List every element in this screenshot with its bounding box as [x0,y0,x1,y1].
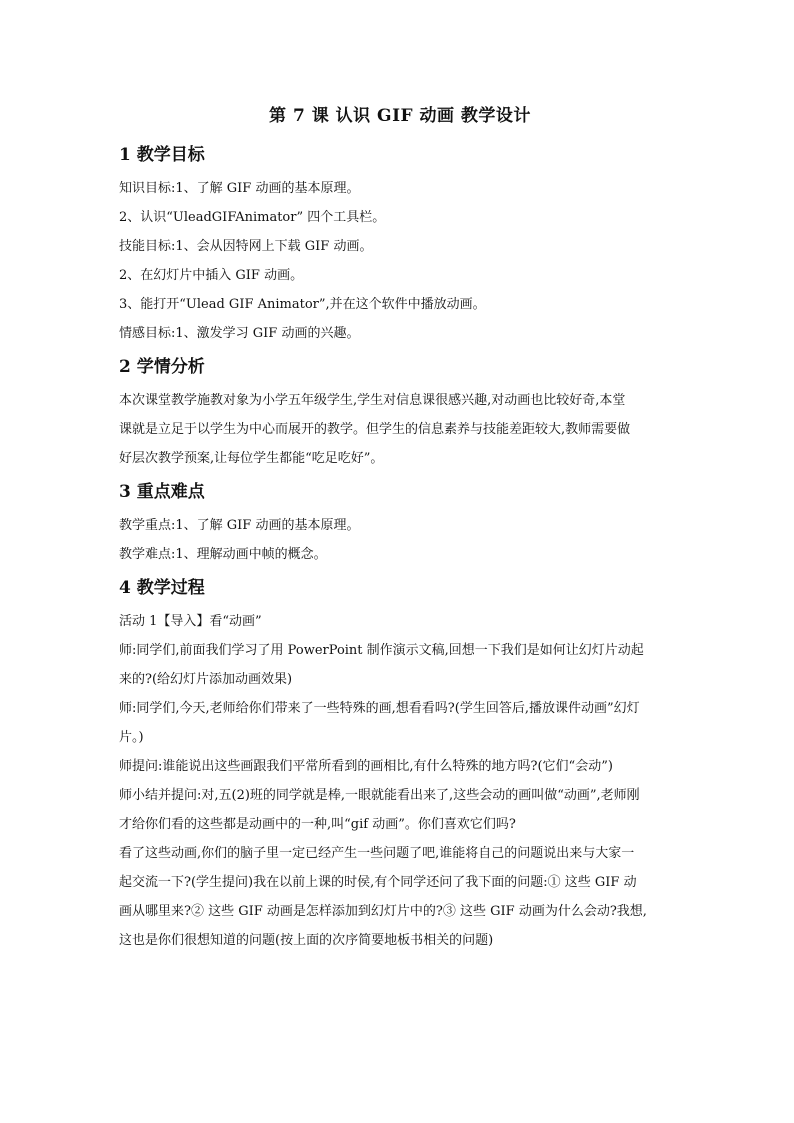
text-line: 2、在幻灯片中插入 GIF 动画。 [119,268,304,283]
section-heading-analysis: 2 学情分析 [119,357,205,377]
text-line: 片。) [119,730,144,745]
text-line: 来的?(给幻灯片添加动画效果) [119,672,293,687]
text-line: 知识目标:1、了解 GIF 动画的基本原理。 [119,181,360,196]
text-line: 情感目标:1、激发学习 GIF 动画的兴趣。 [119,326,360,341]
text-line: 本次课堂教学施教对象为小学五年级学生,学生对信息课很感兴趣,对动画也比较好奇,本堂 [119,393,626,408]
section-heading-objectives: 1 教学目标 [119,145,205,165]
text-line: 这也是你们很想知道的问题(按上面的次序简要地板书相关的问题) [119,933,494,948]
text-line: 活动 1【导入】看“动画” [119,614,262,629]
text-line: 教学难点:1、理解动画中帧的概念。 [119,547,327,562]
text-line: 技能目标:1、会从因特网上下载 GIF 动画。 [119,239,373,254]
text-line: 3、能打开“Ulead GIF Animator”,并在这个软件中播放动画。 [119,297,486,312]
text-line: 好层次教学预案,让每位学生都能“吃足吃好”。 [119,451,384,466]
text-line: 师提问:谁能说出这些画跟我们平常所看到的画相比,有什么特殊的地方吗?(它们“会动”) [119,759,613,774]
text-line: 2、认识“UleadGIFAnimator” 四个工具栏。 [119,210,386,225]
text-line: 起交流一下?(学生提问)我在以前上课的时侯,有个同学还问了我下面的问题:① 这些 GIF 动 [119,875,637,890]
section-heading-key-points: 3 重点难点 [119,482,205,502]
text-line: 师小结并提问:对,五(2)班的同学就是棒,一眼就能看出来了,这些会动的画叫做“动画”,老师刚 [119,788,640,803]
text-line: 画从哪里来?② 这些 GIF 动画是怎样添加到幻灯片中的?③ 这些 GIF 动画为什么会动?我想, [119,904,647,919]
text-line: 师:同学们,前面我们学习了用 PowerPoint 制作演示文稿,回想一下我们是如何让幻灯片动起 [119,643,644,658]
analysis-paragraph [119,388,681,471]
text-line: 才给你们看的这些都是动画中的一种,叫“gif 动画”。你们喜欢它们吗? [119,817,516,832]
text-line: 课就是立足于以学生为中心而展开的教学。但学生的信息素养与技能差距较大,教师需要做 [119,422,631,437]
text-line: 教学重点:1、了解 GIF 动画的基本原理。 [119,518,360,533]
text-line: 师:同学们,今天,老师给你们带来了一些特殊的画,想看看吗?(学生回答后,播放课件动画”幻灯 [119,701,640,716]
document-title: 第 7 课 认识 GIF 动画 教学设计 [269,106,531,126]
text-line: 看了这些动画,你们的脑子里一定已经产生一些问题了吧,谁能将自己的问题说出来与大家一 [119,846,635,861]
section-heading-process: 4 教学过程 [119,578,205,598]
document-page [119,104,681,953]
